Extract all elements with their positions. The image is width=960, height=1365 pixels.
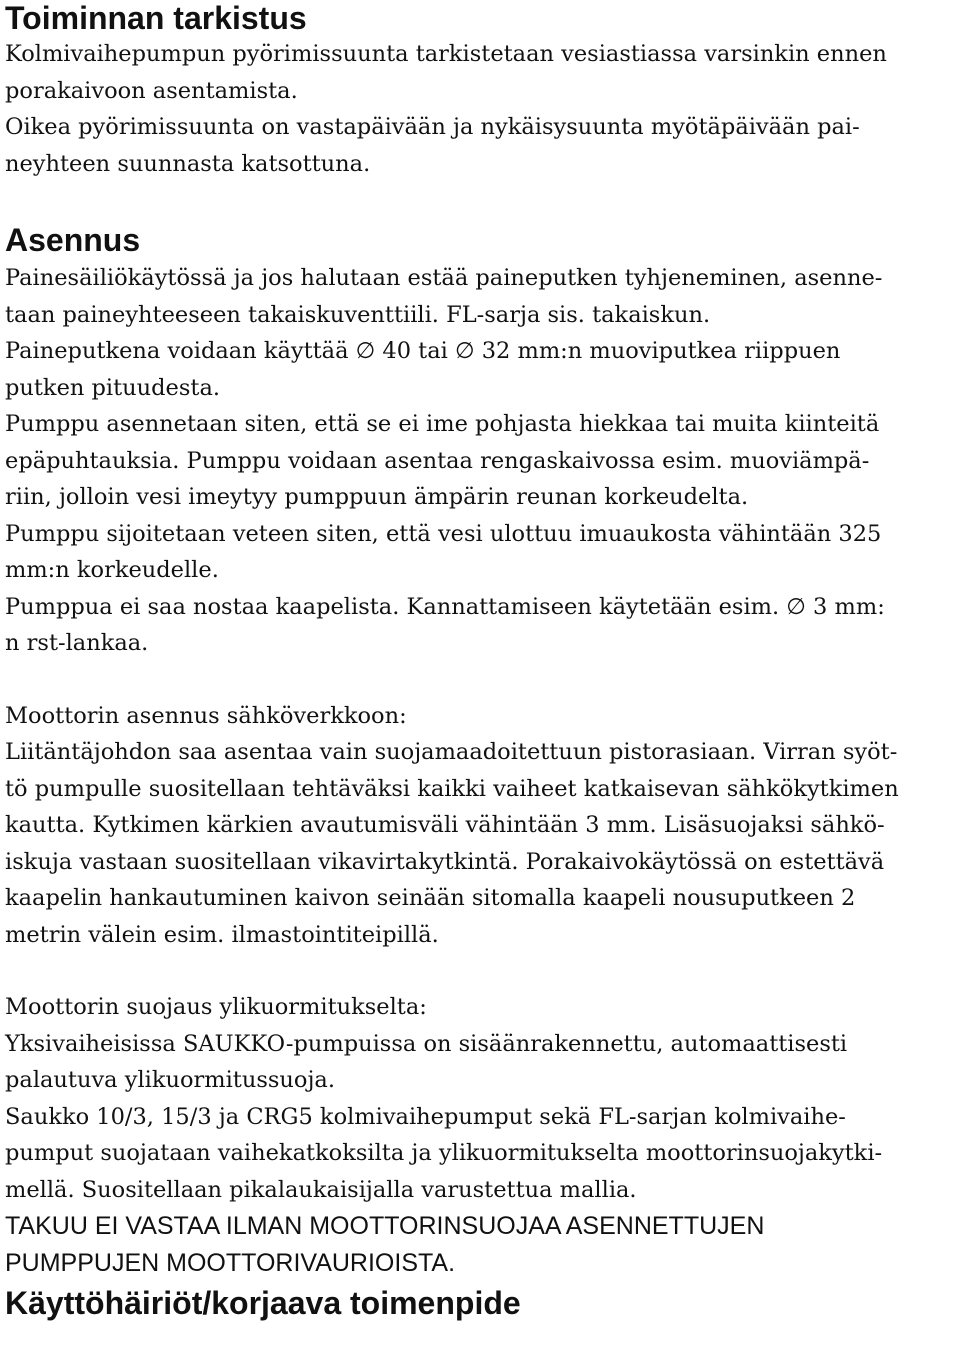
section-title-toiminnan-tarkistus: Toiminnan tarkistus: [5, 0, 307, 36]
text-line: palautuva ylikuormitussuoja.: [5, 1067, 335, 1093]
text-line: Saukko 10/3, 15/3 ja CRG5 kolmivaihepumput sekä FL-sarjan kolmivaihe-: [5, 1103, 846, 1130]
text-line: pumput suojataan vaihekatkoksilta ja ylikuormitukselta moottorinsuojakytki-: [5, 1140, 883, 1166]
document-page: [5, 0, 957, 1321]
text-line: Pumppu asennetaan siten, että se ei ime pohjasta hiekkaa tai muita kiinteitä: [5, 411, 880, 437]
text-line: Yksivaiheisissa SAUKKO-pumpuissa on sisäänrakennettu, automaattisesti: [5, 1030, 848, 1057]
text-line: mellä. Suositellaan pikalaukaisijalla varustettua mallia.: [5, 1176, 637, 1203]
text-line: metrin välein esim. ilmastointiteipillä.: [5, 921, 439, 948]
subsection-title-ylikuormitus: Moottorin suojaus ylikuormitukselta:: [5, 994, 427, 1020]
text-line: kautta. Kytkimen kärkien avautumisväli vähintään 3 mm. Lisäsuojaksi sähkö-: [5, 812, 885, 838]
text-line: Paineputkena voidaan käyttää ∅ 40 tai ∅ 32 mm:n muoviputkea riippuen: [5, 338, 841, 364]
paragraph-sahkoverkko: [5, 698, 957, 954]
text-line: neyhteen suunnasta katsottuna.: [5, 150, 371, 177]
spacer: [5, 182, 957, 218]
text-line: taan paineyhteeseen takaiskuventtiili. FL-sarja sis. takaiskun.: [5, 301, 711, 328]
text-line: Pumppua ei saa nostaa kaapelista. Kannattamiseen käytetään esim. ∅ 3 mm:: [5, 593, 885, 620]
text-line: riin, jolloin vesi imeytyy pumppuun ämpärin reunan korkeudelta.: [5, 484, 749, 510]
text-line: tö pumpulle suositellaan tehtäväksi kaikki vaiheet katkaisevan sähkökytkimen: [5, 775, 899, 802]
text-line: n rst-lankaa.: [5, 630, 149, 656]
paragraph-toiminnan-tarkistus: [5, 36, 957, 182]
text-line: Oikea pyörimissuunta on vastapäivään ja nykäisysuunta myötäpäivään pai-: [5, 114, 860, 140]
warning-text: PUMPPUJEN MOOTTORIVAURIOISTA.: [5, 1248, 456, 1277]
paragraph-ylikuormitus: [5, 989, 957, 1281]
spacer: [5, 953, 957, 989]
text-line: iskuja vastaan suositellaan vikavirtakytkintä. Porakaivokäytössä on estettävä: [5, 848, 885, 875]
subsection-title-sahkoverkko: Moottorin asennus sähköverkkoon:: [5, 702, 407, 729]
warning-text: TAKUU EI VASTAA ILMAN MOOTTORINSUOJAA ASENNETTUJEN: [5, 1212, 765, 1240]
text-line: putken pituudesta.: [5, 374, 221, 401]
text-line: kaapelin hankautuminen kaivon seinään sitomalla kaapeli nousuputkeen 2: [5, 885, 856, 911]
section-title-asennus: Asennus: [5, 222, 141, 258]
text-line: Painesäiliökäytössä ja jos halutaan estää paineputken tyhjeneminen, asenne-: [5, 265, 883, 291]
text-line: Kolmivaihepumpun pyörimissuunta tarkistetaan vesiastiassa varsinkin ennen: [5, 41, 887, 67]
text-line: mm:n korkeudelle.: [5, 557, 219, 583]
paragraph-asennus: [5, 260, 957, 662]
text-line: Pumppu sijoitetaan veteen siten, että vesi ulottuu imuaukosta vähintään 325: [5, 520, 882, 547]
spacer: [5, 662, 957, 698]
section-title-kayttohairiot: Käyttöhäiriöt/korjaava toimenpide: [5, 1285, 521, 1321]
text-line: epäpuhtauksia. Pumppu voidaan asentaa rengaskaivossa esim. muoviämpä-: [5, 447, 870, 474]
text-line: Liitäntäjohdon saa asentaa vain suojamaadoitettuun pistorasiaan. Virran syöt-: [5, 739, 898, 765]
text-line: porakaivoon asentamista.: [5, 77, 298, 104]
